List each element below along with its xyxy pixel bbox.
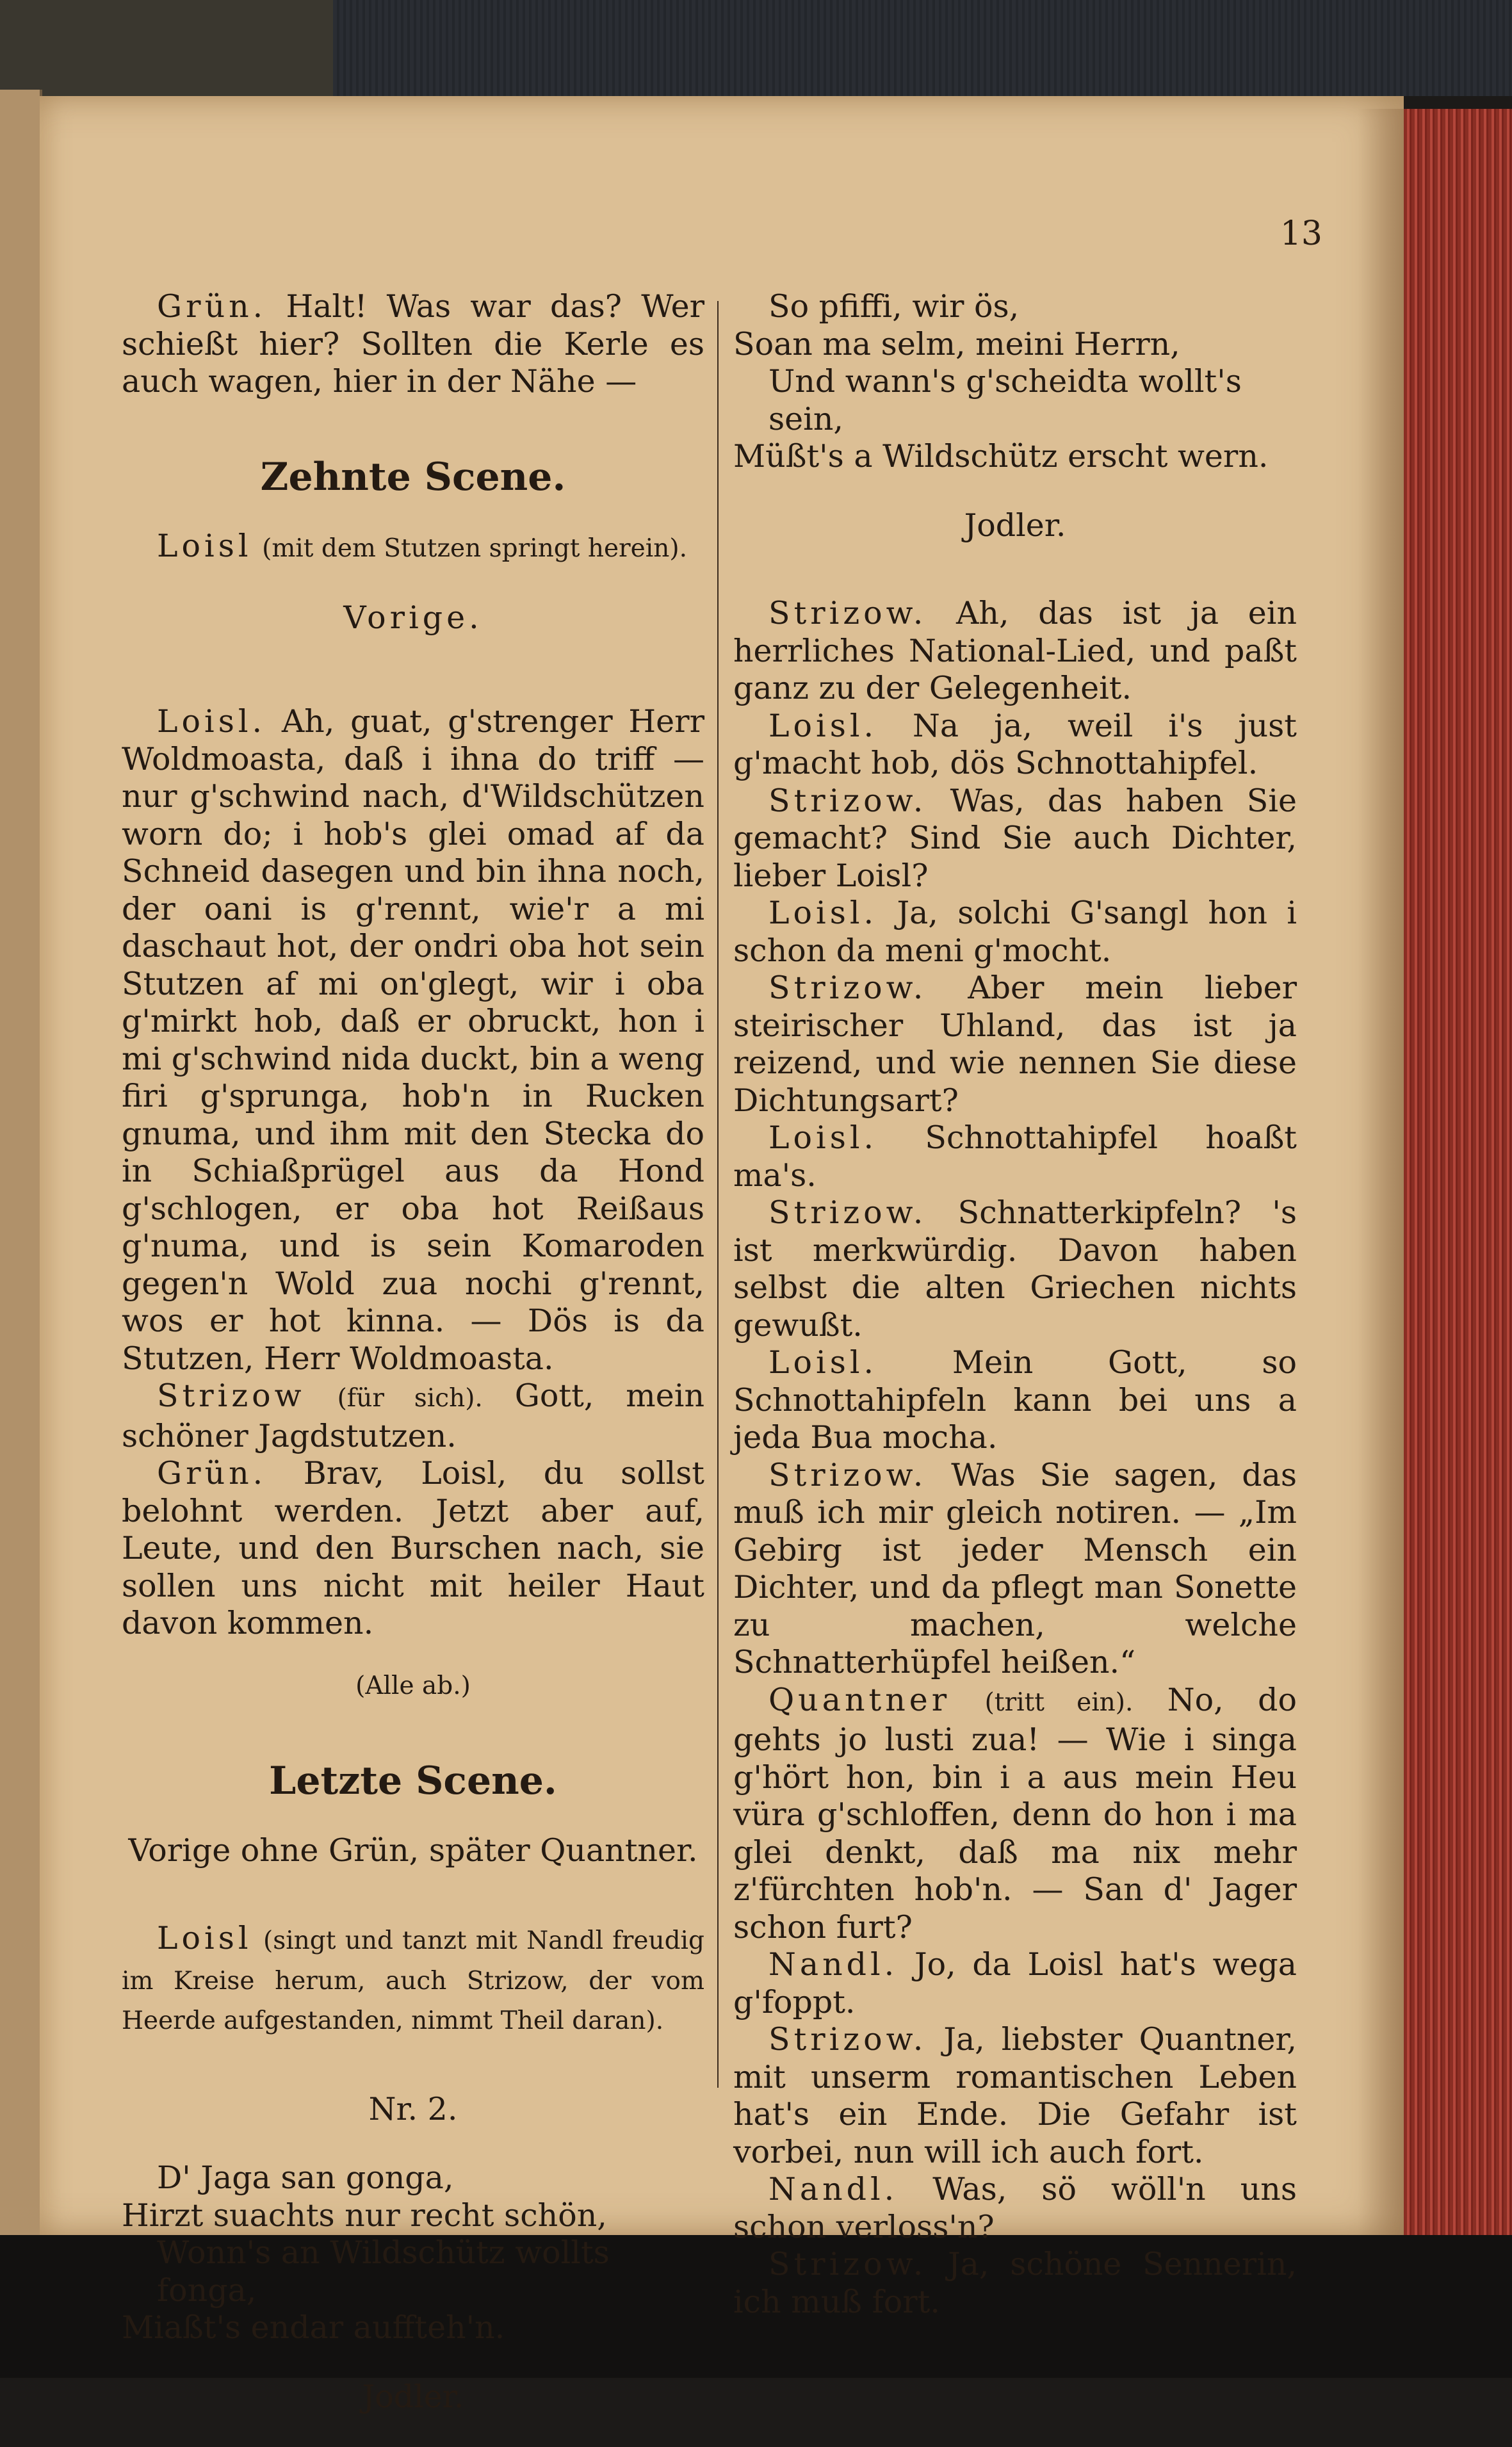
speaker: Strizow.: [768, 970, 927, 1006]
speaker: Nandl.: [768, 1946, 898, 1983]
dialogue-text: Ah, guat, g'strenger Herr Woldmoasta, daß i ihna do triff — nur g'schwind nach, d'Wildschützen worn do; i hob's glei omad af da Schneid dasegen und bin ihna noch, der oani is g'rennt, wie'r a mi daschaut hot, der ondri oba hot sein Stutzen af mi on'glegt, wir i oba g'mirkt hob, daß er obruckt, hon i mi g'schwind nida duckt, bin a weng firi g'sprunga, hob'n in Rucken gnuma, und ihm mit den Stecka do in Schiaßprügel aus da Hond g'schlogen, er oba hot Reißaus g'numa, und is sein Komaroden gegen'n Wold zua nochi g'rennt, wos er hot kinna. — Dös is da Stutzen, Herr Woldmoasta.: [122, 703, 705, 1377]
dialogue-text: Was, das haben Sie gemacht? Sind Sie auch Dichter, lieber Loisl?: [733, 782, 1297, 894]
dialogue-text: Ja, liebster Quantner, mit unserm romantischen Leben hat's ein Ende. Die Gefahr ist vorbei, nun will ich auch fort.: [733, 2021, 1297, 2170]
paragraph: [733, 895, 1297, 970]
dialogue-text: No, do gehts jo lusti zua! — Wie i singa g'hört hon, bin i a aus mein Heu vüra g'schloffen, denn do hon i ma glei denkt, daß ma nix mehr z'fürchten hob'n. — San d' Jager schon furt?: [733, 1681, 1297, 1946]
speaker: Strizow.: [768, 595, 927, 631]
song-line: So pfiffi, wir ös,: [768, 288, 1020, 325]
jodler-label: Jodler.: [964, 507, 1066, 544]
paragraph: [122, 1455, 704, 1643]
cast-note: Vorige.: [343, 599, 483, 636]
dialogue-text: Aber mein lieber steirischer Uhland, das ist ja reizend, und wie nennen Sie diese Dichtungsart?: [733, 970, 1297, 1119]
dialogue-text: Ah, das ist ja ein herrliches National-Lied, und paßt ganz zu der Gelegenheit.: [733, 595, 1297, 706]
speaker: Loisl.: [157, 703, 266, 740]
paragraph: [733, 2246, 1297, 2321]
dialogue-text: Ja, schöne Sennerin, ich muß fort.: [733, 2246, 1297, 2320]
paragraph: [733, 783, 1297, 895]
speaker: Strizow.: [768, 1456, 927, 1493]
page-number: 13: [1280, 215, 1322, 253]
paragraph: [733, 1119, 1297, 1194]
speaker: Quantner: [768, 1681, 951, 1718]
book-cover-corner: [0, 0, 333, 96]
speaker: Loisl.: [768, 1344, 878, 1381]
speaker: Nandl.: [768, 2171, 898, 2207]
speaker: Loisl.: [768, 895, 878, 931]
speaker: Loisl: [157, 528, 252, 564]
cast-note: Vorige ohne Grün, später Quantner.: [128, 1832, 698, 1869]
speaker: Loisl.: [768, 707, 878, 744]
paragraph: [733, 970, 1297, 1119]
dialogue-text: Na ja, weil i's just g'macht hob, dös Schnottahipfel.: [733, 707, 1297, 781]
dialogue-text: Mein Gott, so Schnottahipfeln kann bei uns a jeda Bua mocha.: [733, 1344, 1297, 1456]
paragraph: [122, 1378, 704, 1455]
column-divider: [717, 301, 719, 2088]
song-number: Nr. 2.: [368, 2090, 458, 2127]
speaker: Strizow.: [768, 782, 927, 819]
speaker: Grün.: [157, 288, 267, 325]
stage-entry: [122, 528, 704, 568]
speaker: Loisl: [157, 1920, 252, 1956]
song-line: Müßt's a Wildschütz erscht wern.: [733, 438, 1269, 475]
paragraph: [122, 703, 704, 1378]
left-column: [122, 288, 704, 2447]
song-line: Hirzt suachts nur recht schön,: [122, 2197, 607, 2234]
dialogue-text: Jo, da Loisl hat's wega g'foppt.: [733, 1946, 1297, 2020]
speaker: Strizow.: [768, 2021, 927, 2058]
stage-direction: (mit dem Stutzen springt herein).: [262, 534, 687, 563]
paragraph: [733, 595, 1297, 708]
dialogue-list: [733, 595, 1297, 2321]
paragraph: [733, 1194, 1297, 1344]
paragraph: [733, 1344, 1297, 1457]
dialogue-text: Halt! Was war das? Wer schießt hier? Sollten die Kerle es auch wagen, hier in der Nähe —: [122, 288, 704, 400]
dialogue-text: Was, sö wöll'n uns schon verloss'n?: [733, 2171, 1297, 2245]
speaker: Strizow.: [768, 2246, 927, 2282]
paragraph: [122, 1920, 704, 2040]
scene-heading: Zehnte Scene.: [260, 454, 566, 500]
paragraph: [733, 2021, 1297, 2171]
speaker: Loisl.: [768, 1119, 878, 1156]
stage-direction: (Alle ab.): [355, 1671, 471, 1700]
dialogue-text: Ja, solchi G'sangl hon i schon da meni g'mocht.: [733, 895, 1297, 969]
paragraph: [733, 708, 1297, 783]
song-line: Soan ma selm, meini Herrn,: [733, 325, 1180, 362]
right-column: [733, 288, 1297, 2321]
song-line: Wonn's an Wildschütz wollts fonga,: [157, 2234, 610, 2309]
song-line: Miaßt's endar auffteh'n.: [122, 2309, 505, 2346]
paragraph: [122, 288, 704, 401]
dialogue-text: Was Sie sagen, das muß ich mir gleich notiren. — „Im Gebirg ist jeder Mensch ein Dichter, und da pflegt man Sonette zu machen, welche Schnatterhüpfel heißen.“: [733, 1456, 1297, 1680]
song-line: Und wann's g'scheidta wollt's sein,: [768, 363, 1242, 437]
stage-direction: (für sich).: [337, 1384, 483, 1413]
jodler-label: Jodler.: [362, 2378, 464, 2415]
paragraph: [733, 1946, 1297, 2021]
speaker: Strizow.: [768, 1194, 927, 1231]
speaker: Strizow: [157, 1378, 305, 1414]
dialogue-text: Schnottahipfel hoaßt ma's.: [733, 1119, 1297, 1194]
paragraph: [733, 1457, 1297, 1682]
dialogue-text: Schnatterkipfeln? 's ist merkwürdig. Davon haben selbst die alten Griechen nichts gewußt.: [733, 1194, 1297, 1344]
dialogue-text: Gott, mein schöner Jagdstutzen.: [122, 1378, 705, 1454]
red-page-edges: [1404, 109, 1512, 2241]
paragraph: [733, 1682, 1297, 1947]
scene-heading: Letzte Scene.: [269, 1759, 557, 1803]
paragraph: [733, 2171, 1297, 2246]
stage-direction: (singt und tanzt mit Nandl freudig im Kreise herum, auch Strizow, der vom Heerde aufgestanden, nimmt Theil daran).: [122, 1926, 704, 2035]
stage-direction: (tritt ein).: [984, 1687, 1134, 1717]
facing-page-edge: [0, 90, 42, 2235]
speaker: Grün.: [157, 1455, 267, 1492]
dialogue-text: Brav, Loisl, du sollst belohnt werden. Jetzt aber auf, Leute, und den Burschen nach, sie sollen uns nicht mit heiler Haut davon kommen.: [122, 1455, 705, 1641]
song-line: D' Jaga san gonga,: [157, 2159, 454, 2196]
